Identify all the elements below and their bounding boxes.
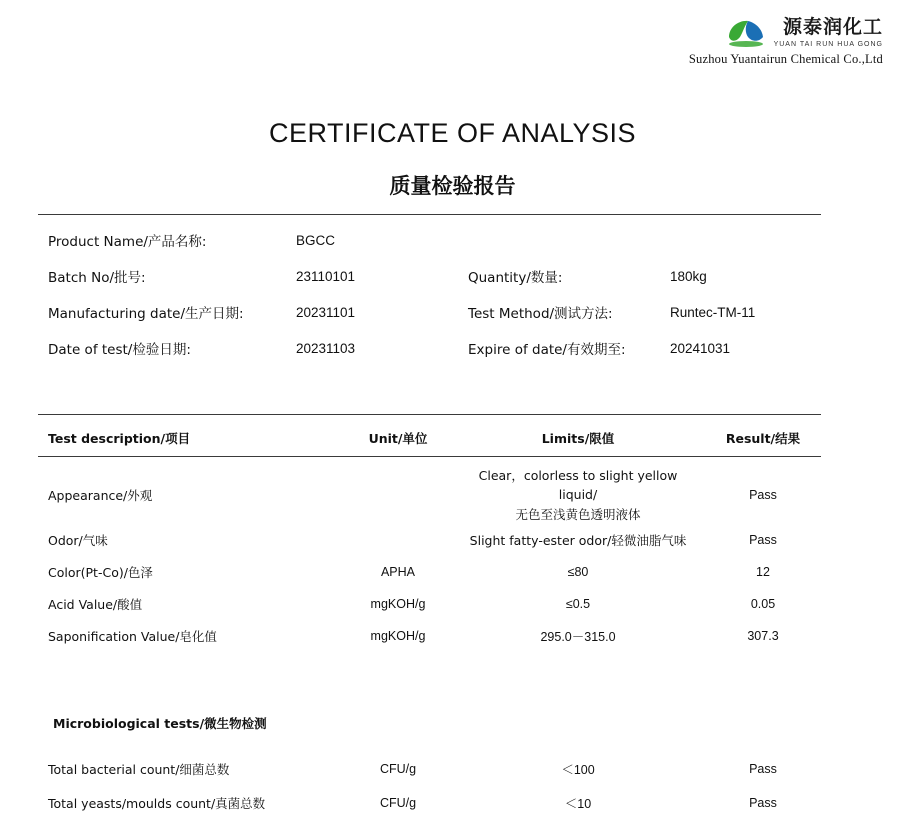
column-header-unit: Unit/单位 <box>368 431 428 446</box>
cell-description: Appearance/外观 <box>48 488 153 504</box>
table-row <box>48 752 838 786</box>
info-label-secondary: Expire of date/有效期至: <box>468 342 626 358</box>
cell-result: 307.3 <box>747 629 779 644</box>
cell-limits: ≤0.5 <box>565 597 591 612</box>
microbiological-table-body <box>48 752 838 820</box>
divider-table-top <box>38 414 821 415</box>
info-value: 20231103 <box>296 340 356 356</box>
info-label: Product Name/产品名称: <box>48 234 207 250</box>
cell-limits: 295.0－315.0 <box>540 630 616 645</box>
cell-limits: ＜10 <box>564 797 592 811</box>
cell-limits <box>458 466 698 524</box>
cell-result: Pass <box>749 762 777 776</box>
info-row <box>48 330 838 366</box>
table-header-row <box>48 424 838 452</box>
cell-description: Acid Value/酸值 <box>48 597 143 613</box>
cell-unit: mgKOH/g <box>370 597 426 612</box>
results-table-body <box>48 466 838 652</box>
microbiological-section-title: Microbiological tests/微生物检测 <box>53 716 267 731</box>
divider-top <box>38 214 821 215</box>
cell-unit: APHA <box>380 565 416 580</box>
info-value: BGCC <box>296 232 336 248</box>
cell-limits: ≤80 <box>567 565 589 580</box>
table-row <box>48 588 838 620</box>
info-value-secondary: 180kg <box>670 268 707 284</box>
cell-description: Total bacterial count/细菌总数 <box>48 762 230 777</box>
cell-unit: mgKOH/g <box>370 629 426 644</box>
logo-pinyin: YUAN TAI RUN HUA GONG <box>773 41 883 48</box>
info-label: Manufacturing date/生产日期: <box>48 306 244 322</box>
info-row <box>48 294 838 330</box>
table-row <box>48 556 838 588</box>
cell-unit: CFU/g <box>379 796 417 810</box>
document-header <box>689 18 883 67</box>
cell-description: Total yeasts/moulds count/真菌总数 <box>48 796 266 811</box>
cell-description: Odor/气味 <box>48 533 108 549</box>
info-value-secondary: Runtec-TM-11 <box>670 304 756 320</box>
divider-table-header <box>38 456 821 457</box>
table-row <box>48 786 838 820</box>
info-value: 23110101 <box>296 268 356 284</box>
info-row <box>48 222 838 258</box>
page-title-english: CERTIFICATE OF ANALYSIS <box>268 118 637 148</box>
logo-chinese-name: 源泰润化工 <box>782 16 883 38</box>
product-info-block <box>48 222 838 366</box>
info-label: Date of test/检验日期: <box>48 342 191 358</box>
cell-limits-line2: 无色至浅黄色透明液体 <box>515 506 641 522</box>
company-logo <box>689 18 883 48</box>
company-english-name: Suzhou Yuantairun Chemical Co.,Ltd <box>688 52 883 66</box>
cell-description: Saponification Value/皂化值 <box>48 629 217 645</box>
cell-result: Pass <box>749 533 777 548</box>
info-row <box>48 258 838 294</box>
cell-result: Pass <box>749 796 777 810</box>
info-value: 20231101 <box>296 304 356 320</box>
column-header-limits: Limits/限值 <box>541 431 615 446</box>
column-header-result: Result/结果 <box>725 431 801 446</box>
page-title-chinese: 质量检验报告 <box>389 174 516 198</box>
table-row <box>48 620 838 652</box>
cell-unit: CFU/g <box>379 762 417 776</box>
results-table-header <box>48 424 838 452</box>
cell-limits: ＜100 <box>561 763 595 777</box>
cell-limits-line1: Clear，colorless to slight yellow liquid/ <box>478 468 678 503</box>
leaf-droplet-logo-icon <box>726 18 766 48</box>
info-label: Batch No/批号: <box>48 270 146 286</box>
info-label-secondary: Quantity/数量: <box>468 270 563 286</box>
table-row <box>48 466 838 524</box>
table-row <box>48 524 838 556</box>
cell-result: 0.05 <box>750 597 776 612</box>
info-label-secondary: Test Method/测试方法: <box>468 306 613 322</box>
column-header-description: Test description/项目 <box>48 431 191 446</box>
cell-result: 12 <box>756 565 770 580</box>
cell-result: Pass <box>749 488 777 503</box>
info-value-secondary: 20241031 <box>670 340 731 356</box>
cell-limits: Slight fatty-ester odor/轻微油脂气味 <box>469 533 687 549</box>
cell-description: Color(Pt-Co)/色泽 <box>48 565 153 581</box>
